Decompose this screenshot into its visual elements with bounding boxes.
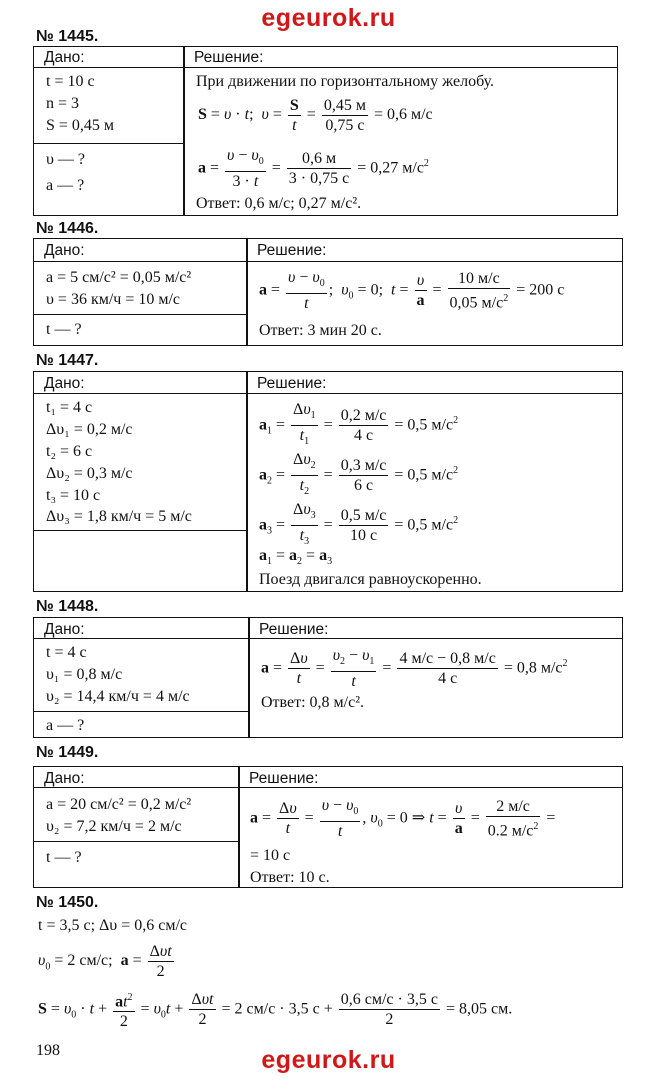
- given-line: t = 3,5 с; Δυ = 0,6 см/с: [38, 917, 188, 934]
- solution-header: Решение:: [249, 770, 319, 787]
- given-header: Дано:: [44, 621, 85, 638]
- answer-line: Ответ: 0,8 м/с².: [261, 694, 365, 711]
- formula-a2: $a_2$ = $\frac{\Delta\upsilon_2}{t_2}$ = 0,3 м/с 6 с = 0,5 $м/с^2$: [259, 451, 459, 498]
- given-line: S = 0,45 м: [46, 117, 115, 134]
- given-header: Дано:: [44, 242, 85, 259]
- page-number: 198: [36, 1042, 60, 1059]
- find-line: υ — ?: [46, 151, 86, 168]
- solution-header: Решение:: [194, 49, 264, 66]
- find-line: t — ?: [46, 321, 82, 338]
- given-header: Дано:: [44, 770, 85, 787]
- solution-intro: При движении по горизонтальному желобу.: [196, 73, 495, 90]
- result-line: = 10 с: [250, 847, 291, 864]
- given-header: Дано:: [44, 375, 85, 392]
- given-line: υ₁ = 0,8 м/с: [46, 666, 123, 683]
- given-line: Δυ₃ = 1,8 км/ч = 5 м/с: [46, 508, 192, 525]
- given-line: n = 3: [46, 95, 80, 112]
- answer-line: Ответ: 0,6 м/с; 0,27 м/с².: [196, 195, 362, 212]
- given-line: Δυ₁ = 0,2 м/с: [46, 421, 133, 438]
- solution-header: Решение:: [257, 375, 327, 392]
- problem-1446-number: № 1446.: [36, 220, 99, 237]
- formula-a1: $a_1$ = $\frac{\Delta\upsilon_1}{t_1}$ = 0,2 м/с 4 с = 0,5 $м/с^2$: [259, 401, 459, 448]
- given-line: a = 20 см/с² = 0,2 м/с²: [46, 796, 192, 813]
- formula-equal: $a_1 = a_2 = a_3$: [259, 547, 333, 568]
- formula-speed: S = υ · t; υ = $\frac{S}{t}$ = 0,45 м 0,75 с = 0,6 м/с: [198, 97, 433, 134]
- problem-1450-number: № 1450.: [36, 894, 99, 911]
- find-line: a — ?: [46, 177, 85, 194]
- given-line: υ = 36 км/ч = 10 м/с: [46, 291, 181, 308]
- site-watermark-bottom: egeurok.ru: [261, 1046, 396, 1074]
- formula-a3: $a_3$ = $\frac{\Delta\upsilon_3}{t_3}$ = 0,5 м/с 10 с = 0,5 $м/с^2$: [259, 501, 459, 548]
- given-line: t₁ = 4 с: [46, 399, 93, 416]
- problem-1449-number: № 1449.: [36, 744, 99, 761]
- given-line: t₂ = 6 с: [46, 443, 93, 460]
- given-header: Дано:: [44, 49, 85, 66]
- find-line: t — ?: [46, 849, 82, 866]
- solution-header: Решение:: [257, 242, 327, 259]
- given-line: υ₂ = 7,2 км/ч = 2 м/с: [46, 818, 182, 835]
- formula-acceleration: a = $\frac{\Delta\upsilon}{t}$ = $\frac{\upsilon_2 - \upsilon_1}{t}$ = 4 м/с − 0,8 м/с 4 с = 0,8 $м/с^2$: [261, 647, 568, 691]
- solution-header: Решение:: [259, 621, 329, 638]
- conclusion-line: Поезд двигался равноускоренно.: [259, 571, 482, 588]
- problem-1445-number: № 1445.: [36, 28, 99, 45]
- given-line: t = 4 с: [46, 644, 87, 661]
- find-line: a — ?: [46, 717, 85, 734]
- given-line: a = 5 см/с² = 0,05 м/с²: [46, 269, 192, 286]
- site-watermark-top: egeurok.ru: [261, 4, 396, 32]
- formula-acceleration: a = $\frac{\upsilon - \upsilon_0}{3 \cdot t}$ = 0,6 м 3 · 0,75 с = 0,27 $м/с^2$: [198, 147, 429, 191]
- given-line: υ₂ = 14,4 км/ч = 4 м/с: [46, 688, 190, 705]
- problem-1447-number: № 1447.: [36, 352, 99, 369]
- given-line: t₃ = 10 с: [46, 487, 101, 504]
- formula-acceleration: $\upsilon_0 = 2$ см/с; a = Δυt 2: [38, 943, 172, 980]
- answer-line: Ответ: 3 мин 20 с.: [259, 322, 382, 339]
- problem-1448-number: № 1448.: [36, 598, 99, 615]
- formula-time: a = $\frac{\Delta\upsilon}{t}$ = $\frac{\upsilon - \upsilon_0}{t}$ , $\upsilon_0 = 0$ ⇒ t = $\frac{\upsilon}{a}$ = 2 м/с 0.2 $м/с^2$ =: [250, 797, 556, 841]
- formula-time: a = $\frac{\upsilon - \upsilon_0}{t}$ ; $\upsilon_0 = 0$; t = $\frac{\upsilon}{a}$ = 10 м/с 0,05 $м/с^2$ = 200 с: [259, 269, 565, 313]
- formula-distance: $S = \upsilon_0 \cdot t$ + $\frac{at^2}{2}$ = $\upsilon_0t$ + Δυt 2 = 2 см/с · 3,5 с + 0,6 см/с · 3,5 с 2 = 8,05 см.: [38, 988, 512, 1031]
- answer-line: Ответ: 10 с.: [250, 869, 330, 886]
- given-line: t = 10 с: [46, 73, 95, 90]
- given-line: Δυ₂ = 0,3 м/с: [46, 465, 133, 482]
